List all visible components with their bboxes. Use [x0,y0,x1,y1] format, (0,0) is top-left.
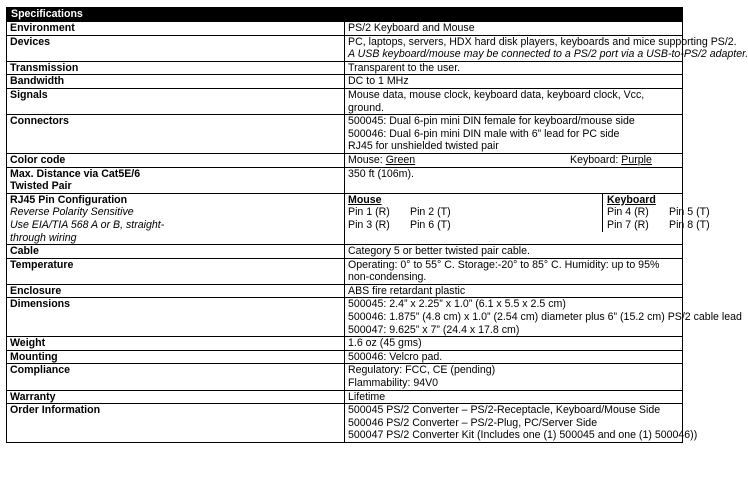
label-max-distance-line1: Max. Distance via Cat5E/6 [10,167,141,180]
pin-cell: Pin 8 (T) [669,218,710,231]
color-code-keyboard-prefix: Keyboard: [570,153,622,166]
value-temperature: Operating: 0° to 55° C. Storage:-20° to 85° C. Humidity: up to 95% non-condensing. [345,258,683,284]
row-bandwidth [7,75,683,89]
value-mounting: 500046: Velcro pad. [345,350,683,364]
label-environment: Environment [7,22,345,36]
dimensions-line: 500047: 9.625” x 7” (24.4 x 17.8 cm) [348,323,520,336]
row-environment [7,22,683,36]
value-enclosure: ABS fire retardant plastic [345,284,683,298]
row-compliance [7,364,683,390]
label-signals: Signals [7,88,345,114]
value-environment: PS/2 Keyboard and Mouse [345,22,683,36]
pin-cell: Pin 3 (R) [348,218,390,231]
mouse-pin-title: Mouse [348,193,382,206]
label-compliance: Compliance [7,364,345,390]
value-transmission: Transparent to the user. [345,61,683,75]
keyboard-pin-row [607,206,731,219]
keyboard-pin-block [603,194,731,232]
color-code-mouse-color: Green [385,153,416,166]
label-rj45-sub2: Use EIA/TIA 568 A or B, straight- [10,218,165,231]
mouse-pin-row [348,219,598,232]
value-bandwidth: DC to 1 MHz [345,75,683,89]
label-weight: Weight [7,337,345,351]
value-color-code-cell [345,153,683,167]
table-header-row [7,8,683,22]
compliance-line: Regulatory: FCC, CE (pending) [348,364,496,377]
color-code-keyboard-color: Purple [621,153,652,166]
specifications-table [6,7,748,443]
row-warranty [7,390,683,404]
row-order-information [7,404,683,443]
row-max-distance [7,167,683,193]
row-dimensions [7,298,683,337]
row-color-code [7,153,683,167]
value-devices: PC, laptops, servers, HDX hard disk players, keyboards and mice supporting PS/2. [348,35,737,48]
value-dimensions-cell [345,298,742,337]
row-devices [7,35,683,61]
value-compliance-cell [345,364,683,390]
value-connectors-cell [345,115,683,154]
keyboard-pin-title: Keyboard [607,193,656,206]
label-warranty: Warranty [7,390,345,404]
label-bandwidth: Bandwidth [7,75,345,89]
label-cable: Cable [7,245,345,259]
connectors-line: 500045: Dual 6-pin mini DIN female for keyboard/mouse side [348,115,635,128]
row-mounting [7,350,683,364]
color-code-keyboard [570,154,652,167]
label-enclosure: Enclosure [7,284,345,298]
connectors-line: 500046: Dual 6-pin mini DIN male with 6” lead for PC side [348,127,620,140]
row-temperature [7,258,683,284]
row-connectors [7,115,683,154]
value-weight: 1.6 oz (45 gms) [345,337,683,351]
label-rj45-sub3: through wiring [10,231,77,244]
label-rj45-cell [7,193,345,244]
value-max-distance: 350 ft (106m). [345,167,683,193]
value-signals: Mouse data, mouse clock, keyboard data, keyboard clock, Vcc, ground. [345,88,683,114]
row-enclosure [7,284,683,298]
label-rj45-sub1: Reverse Polarity Sensitive [10,206,134,219]
label-temperature: Temperature [7,258,345,284]
row-transmission [7,61,683,75]
label-max-distance-line2: Twisted Pair [10,180,72,193]
value-cable: Category 5 or better twisted pair cable. [345,245,683,259]
label-rj45: RJ45 Pin Configuration [10,193,128,206]
pin-cell: Pin 5 (T) [669,206,710,219]
dimensions-line: 500046: 1.875” (4.8 cm) x 1.0” (2.54 cm) diameter plus 6” (15.2 cm) PS/2 cable lead [348,311,742,324]
order-line: 500047 PS/2 Converter Kit (Includes one (1) 500045 and one (1) 500046)) [348,429,698,442]
label-devices: Devices [7,35,345,61]
color-code-mouse-prefix: Mouse: [348,153,386,166]
label-transmission: Transmission [7,61,345,75]
table-header: Specifications [7,8,683,22]
color-code-mouse [348,154,570,167]
label-color-code: Color code [7,153,345,167]
keyboard-pin-row [607,219,731,232]
label-dimensions: Dimensions [7,298,345,337]
value-rj45-cell [345,193,710,244]
label-connectors: Connectors [7,115,345,154]
mouse-pin-row [348,206,598,219]
pin-cell: Pin 4 (R) [607,206,649,219]
label-max-distance-cell [7,167,345,193]
row-cable [7,245,683,259]
dimensions-line: 500045: 2.4” x 2.25” x 1.0” (6.1 x 5.5 x 2.5 cm) [348,298,566,311]
value-warranty: Lifetime [345,390,683,404]
value-order-information-cell [345,404,698,443]
label-mounting: Mounting [7,350,345,364]
order-line: 500046 PS/2 Converter – PS/2-Plug, PC/Server Side [348,416,598,429]
mouse-pin-block [348,194,603,232]
connectors-line: RJ45 for unshielded twisted pair [348,140,499,153]
row-rj45 [7,193,683,244]
value-devices-cell [345,35,748,61]
pin-cell: Pin 1 (R) [348,206,390,219]
compliance-line: Flammability: 94V0 [348,377,439,390]
label-order-information: Order Information [7,404,345,443]
pin-cell: Pin 6 (T) [410,218,451,231]
value-devices-note: A USB keyboard/mouse may be connected to a PS/2 port via a USB-to-PS/2 adapter. [348,48,748,61]
row-signals [7,88,683,114]
order-line: 500045 PS/2 Converter – PS/2-Receptacle, Keyboard/Mouse Side [348,404,661,417]
row-weight [7,337,683,351]
pin-cell: Pin 2 (T) [410,206,451,219]
pin-cell: Pin 7 (R) [607,218,649,231]
